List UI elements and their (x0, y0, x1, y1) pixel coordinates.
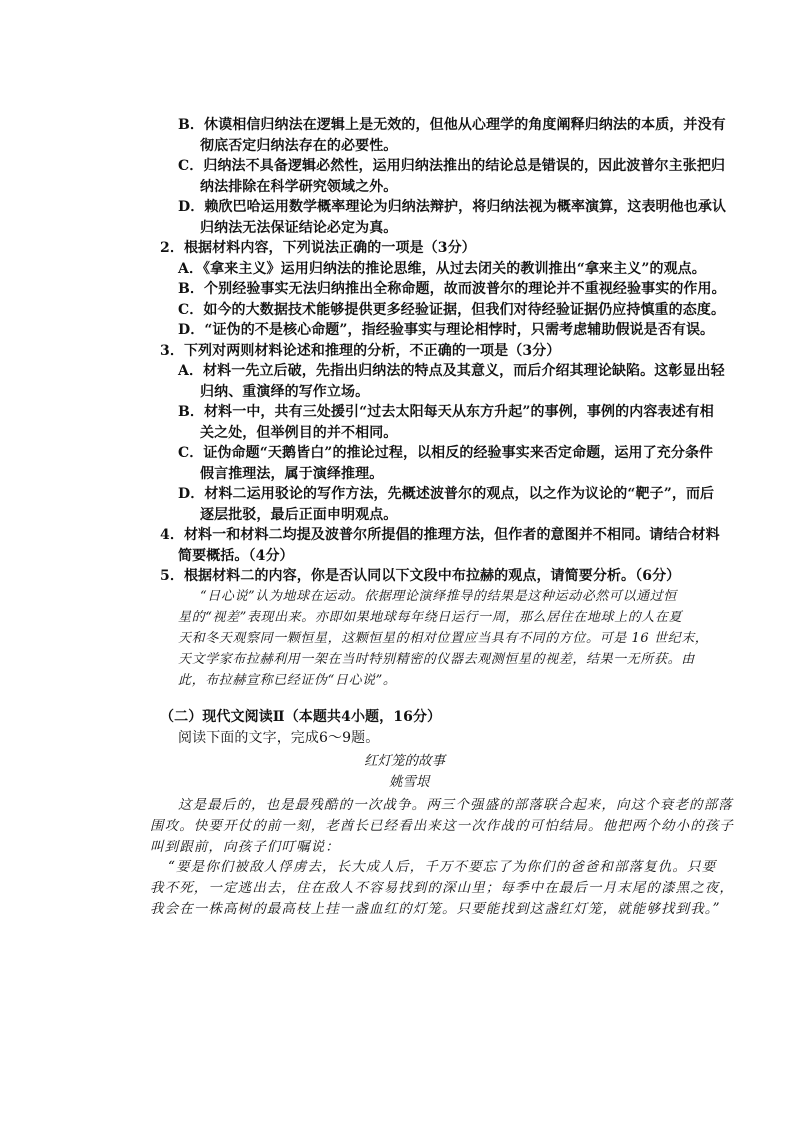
story-line4: “要是你们被敌人俘虏去，长大成人后，千万不要忘了为你们的爸爸和部落复仇。只要 (168, 859, 717, 875)
q2-option-d: D．“证伪的不是核心命题”，指经验事实与理论相悖时，只需考虑辅助假说是否有误。 (178, 322, 715, 338)
q5-quote-line5: 此，布拉赫宣称已经证伪“日心说”。 (178, 673, 397, 688)
q1-option-b-line2: 彻底否定归纳法存在的必要性。 (200, 138, 398, 154)
q4-line1: 4．材料一和材料二均提及波普尔所提倡的推理方法，但作者的意图并不相同。请结合材料 (160, 527, 720, 543)
q3-option-d-line1: D．材料二运用驳论的写作方法，先概述波普尔的观点，以之作为议论的“靶子”，而后 (178, 486, 715, 502)
q1-option-d-line1: D．赖欣巴哈运用数学概率理论为归纳法辩护，将归纳法视为概率演算，这表明他也承认 (178, 199, 727, 215)
q3-option-c-line1: C．证伪命题“天鹅皆白”的推论过程，以相反的经验事实来否定命题，运用了充分条件 (178, 445, 714, 461)
q1-option-b-line1: B．休谟相信归纳法在逻辑上是无效的，但他从心理学的角度阐释归纳法的本质，并没有 (178, 117, 726, 133)
q3-option-d-line2: 逐层批驳，最后正面申明观点。 (200, 507, 398, 523)
q5-quote-line2: 星的“视差”表现出来。亦即如果地球每年绕日运行一周，那么居住在地球上的人在夏 (178, 610, 683, 625)
story-line3: 叫到跟前，向孩子们叮嘱说： (150, 839, 340, 855)
q2-option-b: B．个别经验事实无法归纳推出全称命题，故而波普尔的理论并不重视经验事实的作用。 (178, 281, 726, 297)
q3-stem: 3．下列对两则材料论述和推理的分析，不正确的一项是（3分） (160, 343, 561, 359)
q1-option-c-line1: C．归纳法不具备逻辑必然性，运用归纳法推出的结论总是错误的，因此波普尔主张把归 (178, 158, 726, 174)
reading-instruction: 阅读下面的文字，完成6～9题。 (178, 730, 380, 746)
q4-line2: 简要概括。（4分） (178, 548, 294, 564)
q3-option-b-line1: B．材料一中，共有三处援引“过去太阳每天从东方升起”的事例，事例的内容表述有相 (178, 404, 714, 420)
story-title: 红灯笼的故事 (364, 753, 445, 769)
q5-quote-line3: 天和冬天观察同一颗恒星，这颗恒星的相对位置应当具有不同的方位。可是 16 世纪末， (178, 631, 709, 646)
story-line2: 围攻。快要开仗的前一刻，老酋长已经看出来这一次作战的可怕结局。他把两个幼小的孩子 (150, 818, 734, 834)
q5-stem: 5．根据材料二的内容，你是否认同以下文段中布拉赫的观点，请简要分析。（6分） (160, 568, 681, 584)
story-line1: 这是最后的，也是最残酷的一次战争。两三个强盛的部落联合起来，向这个衰老的部落 (178, 797, 733, 813)
q5-quote-line1: “日心说”认为地球在运动。依据理论演绎推导的结果是这种运动必然可以通过恒 (200, 589, 677, 604)
q2-option-c: C．如今的大数据技术能够提供更多经验证据，但我们对待经验证据仍应持慎重的态度。 (178, 302, 726, 318)
q3-option-c-line2: 假言推理法，属于演绎推理。 (200, 466, 384, 482)
q1-option-c-line2: 纳法排除在科学研究领域之外。 (200, 179, 398, 195)
q2-stem: 2．根据材料内容，下列说法正确的一项是（3分） (160, 240, 476, 256)
story-line6: 我会在一株高树的最高枝上挂一盏血红的灯笼。只要能找到这盏红灯笼，就能够找到我。” (150, 901, 721, 917)
story-line5: 我不死，一定逃出去，住在敌人不容易找到的深山里；每季中在最后一月末尾的漆黑之夜， (150, 880, 734, 896)
q3-option-a-line1: A．材料一先立后破，先指出归纳法的特点及其意义，而后介绍其理论缺陷。这彰显出轻 (178, 363, 725, 379)
story-author: 姚雪垠 (389, 774, 430, 790)
q5-quote-line4: 天文学家布拉赫利用一架在当时特别精密的仪器去观测恒星的视差，结果一无所获。由 (178, 652, 695, 667)
q1-option-d-line2: 归纳法无法保证结论必定为真。 (200, 220, 398, 236)
q3-option-a-line2: 归纳、重演绎的写作立场。 (200, 384, 370, 400)
q3-option-b-line2: 关之处，但举例目的并不相同。 (200, 425, 398, 441)
section-heading: （二）现代文阅读Ⅱ（本题共4小题，16分） (160, 709, 442, 725)
q2-option-a: A．《拿来主义》运用归纳法的推论思维，从过去闭关的教训推出“拿来主义”的观点。 (178, 261, 706, 277)
